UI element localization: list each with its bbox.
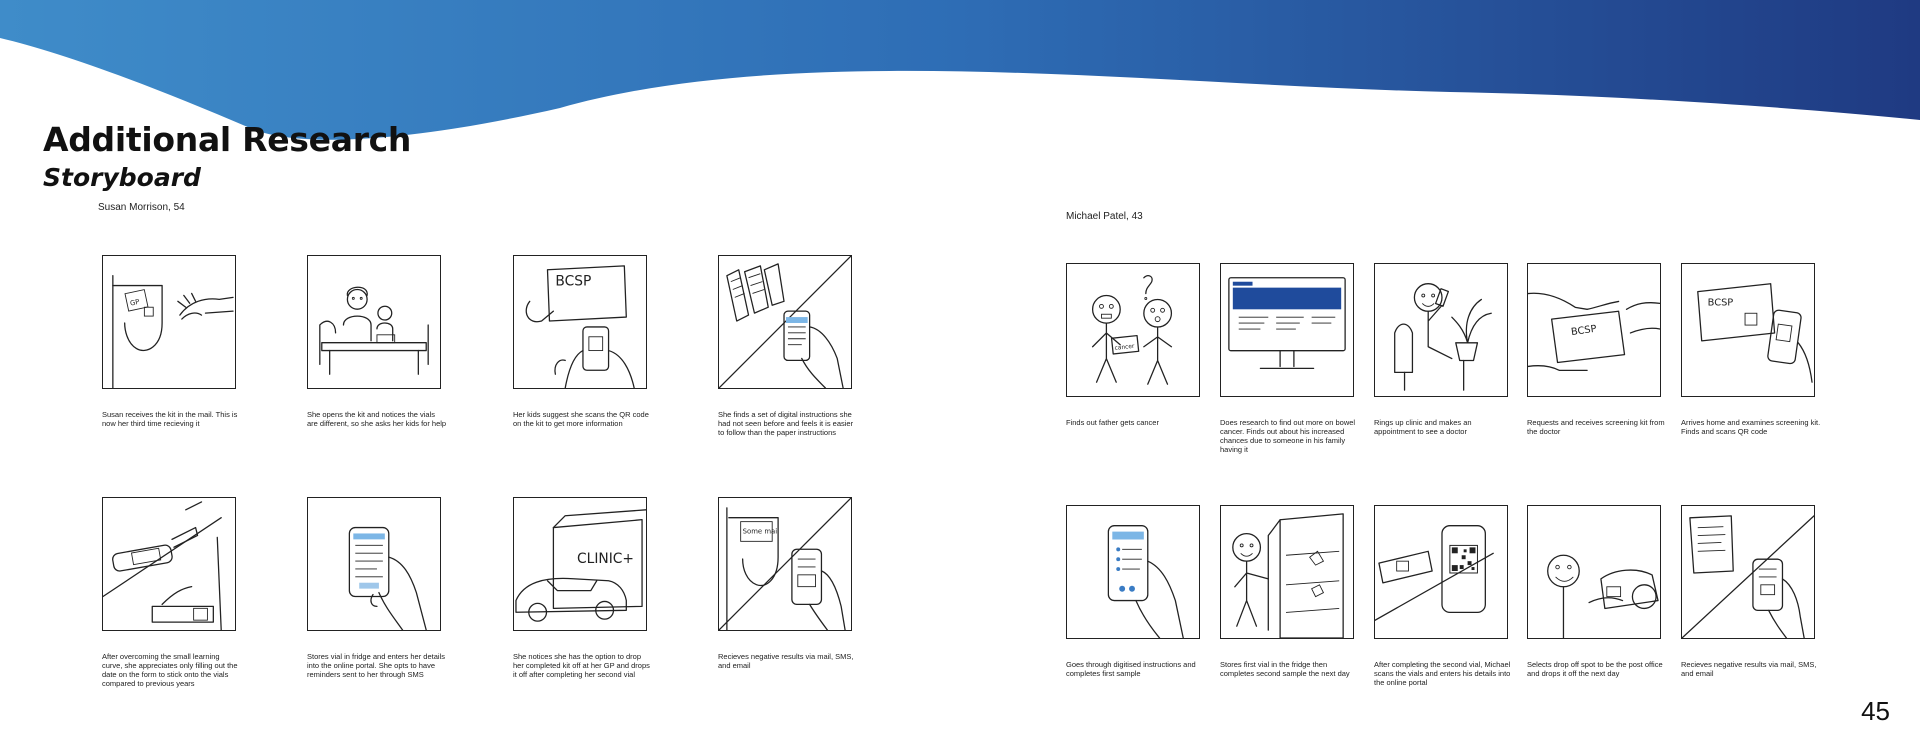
panel-caption: Her kids suggest she scans the QR code on the kit to get more information [513, 410, 649, 428]
storyboard-panel [102, 255, 236, 389]
sketch-label-bcsp-m: BCSP [1570, 323, 1598, 339]
phone-portal-sketch [308, 498, 440, 630]
receive-kit-sketch [1528, 264, 1660, 396]
persona-label-michael: Michael Patel, 43 [1066, 211, 1143, 222]
storyboard-panel [1527, 263, 1661, 397]
storyboard-panel [1220, 263, 1354, 397]
panel-caption: Arrives home and examines screening kit. Finds and scans QR code [1681, 418, 1821, 436]
scan-qr-kit-sketch [1682, 264, 1814, 396]
panel-caption: Rings up clinic and makes an appointment to see a doctor [1374, 418, 1472, 436]
panel-caption: Does research to find out more on bowel cancer. Finds out about his increased chances due to someone in his family having it [1220, 418, 1356, 454]
panel-caption: She notices she has the option to drop her completed kit off at her GP and drops it off after completing her second vial [513, 652, 650, 679]
post-office-drop-off-sketch [1528, 506, 1660, 638]
panel-caption: Stores vial in fridge and enters her details into the online portal. She opts to have reminders sent to her through SMS [307, 652, 445, 679]
sketch-label-clinic: CLINIC+ [577, 551, 634, 568]
kit-in-mailbox-sketch [103, 256, 235, 388]
family-at-table-sketch [308, 256, 440, 388]
results-phone-sketch [1682, 506, 1814, 638]
panel-caption: Requests and receives screening kit from the doctor [1527, 418, 1665, 436]
panel-caption: She finds a set of digital instructions she had not seen before and feels it is easier to follow than the paper instructions [718, 410, 854, 437]
storyboard-panel [307, 255, 441, 389]
sketch-label-cancer: cancer [1114, 343, 1135, 352]
digital-instructions-sketch [719, 256, 851, 388]
page-subtitle: Storyboard [43, 163, 201, 192]
storyboard-panel [102, 497, 236, 631]
storyboard-panel [1681, 263, 1815, 397]
panel-caption: Selects drop off spot to be the post office and drops it off the next day [1527, 660, 1663, 678]
fridge-sketch [1221, 506, 1353, 638]
sketch-label-bcsp-m2: BCSP [1707, 297, 1734, 309]
clinic-drop-off-sketch [514, 498, 646, 630]
storyboard-panel [1527, 505, 1661, 639]
panel-caption: Recieves negative results via mail, SMS, and email [718, 652, 854, 670]
cancer-news-sketch [1067, 264, 1199, 396]
digital-instructions-phone-sketch [1067, 506, 1199, 638]
vial-and-form-sketch [103, 498, 235, 630]
storyboard-panel [1220, 505, 1354, 639]
sketch-label-bcsp: BCSP [555, 273, 592, 290]
persona-label-susan: Susan Morrison, 54 [98, 202, 185, 213]
storyboard-panel [307, 497, 441, 631]
storyboard-panel [513, 497, 647, 631]
panel-caption: Susan receives the kit in the mail. This is now her third time recieving it [102, 410, 238, 428]
sketch-label-some-mail: Some mail [742, 527, 780, 536]
page-number: 45 [1861, 696, 1890, 726]
storyboard-panel [1374, 263, 1508, 397]
storyboard-panel [513, 255, 647, 389]
storyboard-panel [1066, 263, 1200, 397]
panel-caption: After overcoming the small learning curve, she appreciates only filling out the date on the form to stick onto the vials compared to previous years [102, 652, 238, 688]
panel-caption: Goes through digitised instructions and completes first sample [1066, 660, 1196, 678]
website-research-sketch [1221, 264, 1353, 396]
panel-caption: After completing the second vial, Michael scans the vials and enters his details into the online portal [1374, 660, 1511, 687]
storyboard-panel [1374, 505, 1508, 639]
page-title: Additional Research [43, 120, 412, 159]
panel-caption: Stores first vial in the fridge then completes second sample the next day [1220, 660, 1350, 678]
panel-caption: She opens the kit and notices the vials are different, so she asks her kids for help [307, 410, 447, 428]
storyboard-panel [1066, 505, 1200, 639]
kit-qr-scan-sketch [514, 256, 646, 388]
scan-vials-sketch [1375, 506, 1507, 638]
storyboard-panel [1681, 505, 1815, 639]
panel-caption: Recieves negative results via mail, SMS, and email [1681, 660, 1817, 678]
panel-caption: Finds out father gets cancer [1066, 418, 1159, 427]
negative-results-sketch [719, 498, 851, 630]
phone-call-sketch [1375, 264, 1507, 396]
sketch-label-gp: GP [129, 297, 141, 308]
storyboard-panel [718, 497, 852, 631]
storyboard-panel [718, 255, 852, 389]
